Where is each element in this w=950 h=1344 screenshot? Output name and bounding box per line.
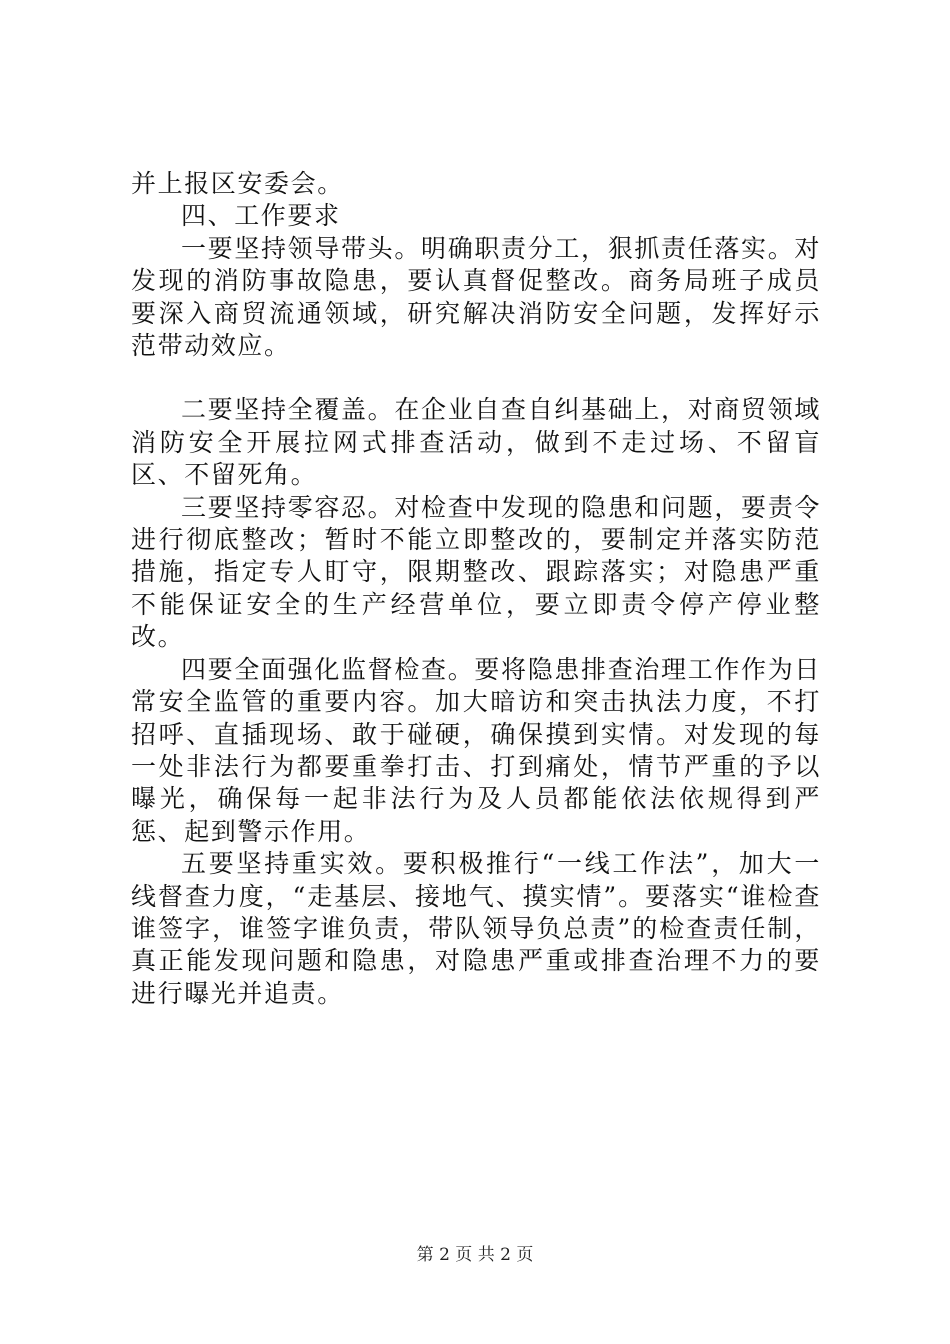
continuation-text: 并上报区安委会。 — [131, 169, 344, 198]
paragraph-2: 二要坚持全覆盖。在企业自查自纠基础上，对商贸领域消防安全开展拉网式排查活动，做到不走过场、不留盲区、不留死角。 — [131, 395, 821, 490]
paragraph-4: 四要全面强化监督检查。要将隐患排查治理工作作为日常安全监管的重要内容。加大暗访和突击执法力度，不打招呼、直插现场、敢于碰硬，确保摸到实情。对发现的每一处非法行为都要重拳打击、打到痛处，情节严重的予以曝光，确保每一起非法行为及人员都能依法依规得到严惩、起到警示作用。 — [131, 654, 821, 846]
paragraph-3: 三要坚持零容忍。对检查中发现的隐患和问题，要责令进行彻底整改；暂时不能立即整改的，要制定并落实防范措施，指定专人盯守，限期整改、跟踪落实；对隐患严重不能保证安全的生产经营单位，要立即责令停产停业整改。 — [131, 492, 821, 652]
paragraph-1: 一要坚持领导带头。明确职责分工，狠抓责任落实。对发现的消防事故隐患，要认真督促整改。商务局班子成员要深入商贸流通领域，研究解决消防安全问题，发挥好示范带动效应。 — [131, 233, 821, 361]
document-body — [131, 168, 821, 1010]
paragraph-spacer — [131, 362, 821, 394]
page-footer: 第 2 页 共 2 页 — [416, 1245, 534, 1265]
section-heading: 四、工作要求 — [181, 201, 341, 231]
paragraph-5: 五要坚持重实效。要积极推行“一线工作法”，加大一线督查力度，“走基层、接地气、摸实情”。要落实“谁检查谁签字，谁签字谁负责，带队领导负总责”的检查责任制，真正能发现问题和隐患，对隐患严重或排查治理不力的要进行曝光并追责。 — [131, 849, 821, 1008]
